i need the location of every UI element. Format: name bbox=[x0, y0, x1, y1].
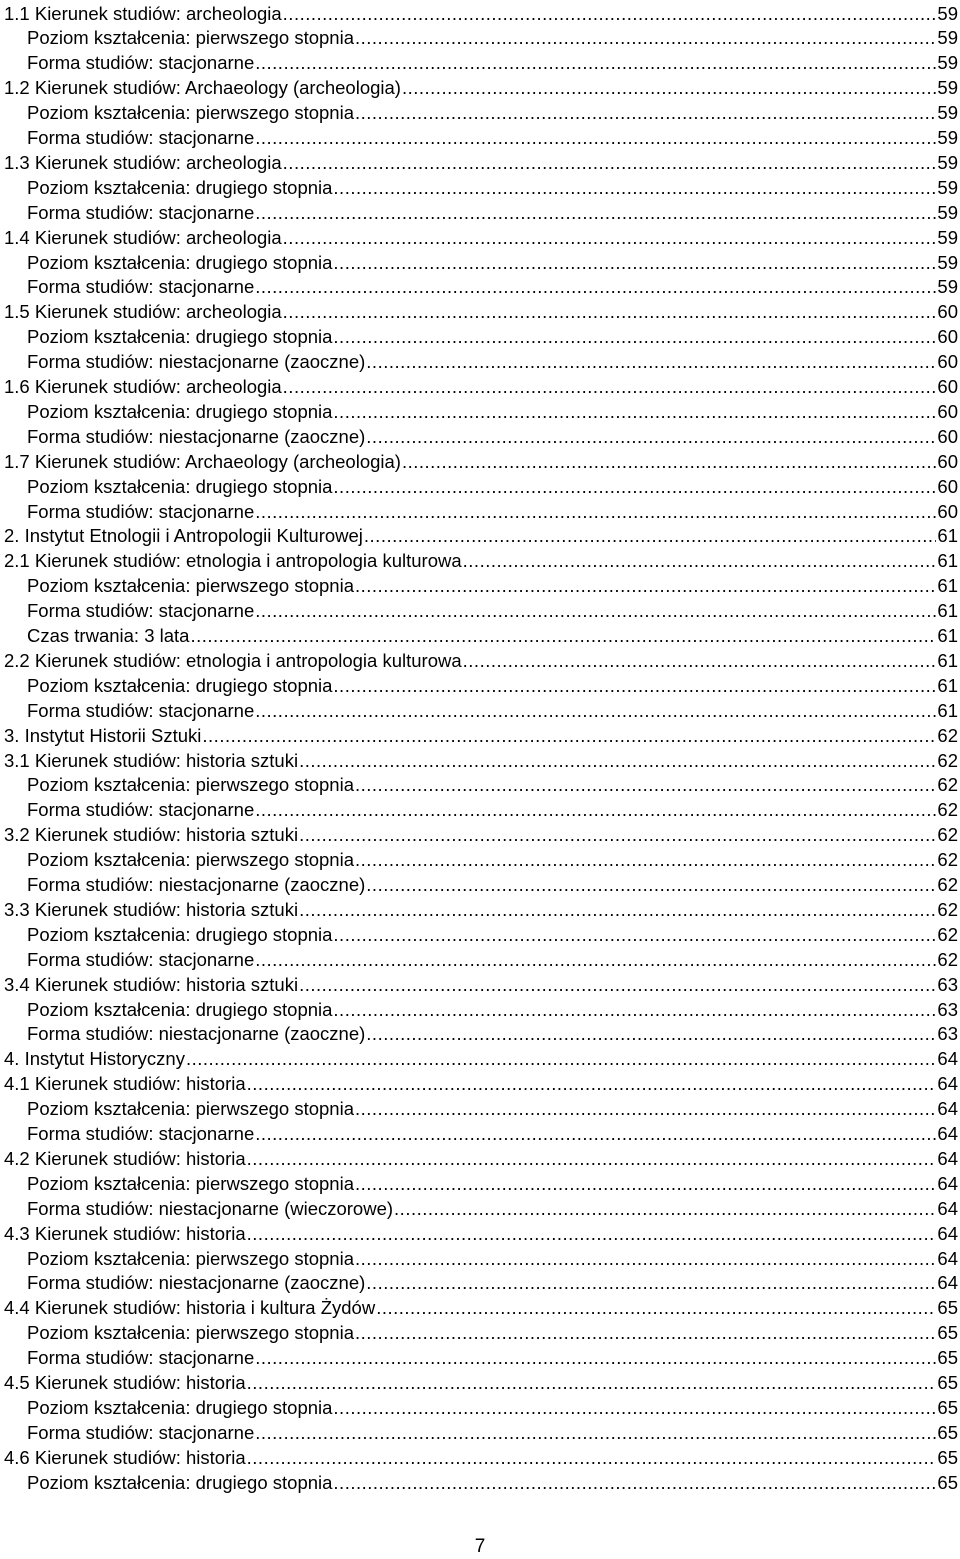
toc-dot-leader bbox=[283, 151, 937, 176]
toc-entry-label: Poziom kształcenia: drugiego stopnia bbox=[27, 475, 333, 497]
toc-subentry[interactable] bbox=[0, 1197, 960, 1222]
toc-page-number: 65 bbox=[937, 1421, 958, 1443]
toc-page-number: 59 bbox=[937, 102, 958, 124]
toc-page-number: 62 bbox=[937, 948, 958, 970]
toc-entry-label: 4.4 Kierunek studiów: historia i kultura Żydów bbox=[4, 1297, 376, 1319]
toc-page-number: 60 bbox=[937, 400, 958, 422]
toc-entry-label: Forma studiów: stacjonarne bbox=[27, 500, 255, 522]
toc-dot-leader bbox=[333, 400, 936, 425]
toc-page-number: 64 bbox=[937, 1222, 958, 1244]
toc-entry[interactable] bbox=[0, 1296, 960, 1321]
toc-dot-leader bbox=[355, 574, 936, 599]
toc-page-number: 62 bbox=[937, 898, 958, 920]
toc-entry[interactable] bbox=[0, 300, 960, 325]
toc-dot-leader bbox=[255, 201, 936, 226]
toc-entry-label: Forma studiów: stacjonarne bbox=[27, 1347, 255, 1369]
toc-subentry[interactable] bbox=[0, 51, 960, 76]
toc-entry[interactable] bbox=[0, 649, 960, 674]
toc-page-number: 62 bbox=[937, 749, 958, 771]
toc-subentry[interactable] bbox=[0, 798, 960, 823]
toc-entry-label: Poziom kształcenia: pierwszego stopnia bbox=[27, 849, 354, 871]
toc-subentry[interactable] bbox=[0, 26, 960, 51]
toc-entry[interactable] bbox=[0, 1222, 960, 1247]
toc-entry-label: Forma studiów: stacjonarne bbox=[27, 1123, 255, 1144]
toc-page-number: 61 bbox=[937, 674, 958, 696]
toc-page-number: 63 bbox=[937, 998, 958, 1020]
toc-dot-leader bbox=[355, 1172, 936, 1197]
toc-dot-leader bbox=[355, 26, 936, 51]
toc-subentry[interactable] bbox=[0, 848, 960, 873]
toc-page-number: 64 bbox=[937, 1172, 958, 1194]
toc-subentry[interactable] bbox=[0, 1346, 960, 1371]
toc-entry-label: Poziom kształcenia: pierwszego stopnia bbox=[27, 27, 354, 49]
toc-dot-leader bbox=[247, 1371, 937, 1396]
toc-entry-label: Poziom kształcenia: drugiego stopnia bbox=[27, 923, 333, 945]
toc-entry[interactable] bbox=[0, 823, 960, 848]
toc-subentry[interactable] bbox=[0, 674, 960, 699]
toc-entry-label: Poziom kształcenia: pierwszego stopnia bbox=[27, 102, 354, 124]
toc-subentry[interactable] bbox=[0, 1097, 960, 1122]
toc-subentry[interactable] bbox=[0, 1122, 960, 1147]
toc-entry-label: 3.4 Kierunek studiów: historia sztuki bbox=[4, 973, 299, 995]
toc-dot-leader bbox=[255, 699, 936, 724]
toc-subentry[interactable] bbox=[0, 574, 960, 599]
toc-dot-leader bbox=[366, 425, 936, 450]
toc-subentry[interactable] bbox=[0, 350, 960, 375]
toc-subentry[interactable] bbox=[0, 1421, 960, 1446]
toc-subentry[interactable] bbox=[0, 1471, 960, 1496]
toc-dot-leader bbox=[255, 1346, 936, 1371]
toc-entry-label: 2. Instytut Etnologii i Antropologii Kulturowej bbox=[4, 525, 363, 547]
toc-subentry[interactable] bbox=[0, 500, 960, 525]
toc-entry-label: 3. Instytut Historii Sztuki bbox=[4, 724, 202, 746]
toc-page-number: 59 bbox=[937, 52, 958, 74]
toc-subentry[interactable] bbox=[0, 948, 960, 973]
toc-entry[interactable] bbox=[0, 151, 960, 176]
toc-entry-label: 4.3 Kierunek studiów: historia bbox=[4, 1222, 246, 1244]
toc-subentry[interactable] bbox=[0, 201, 960, 226]
toc-dot-leader bbox=[333, 176, 936, 201]
toc-entry-label: Poziom kształcenia: drugiego stopnia bbox=[27, 1396, 333, 1418]
toc-page-number: 65 bbox=[937, 1372, 958, 1393]
toc-entry-label: Forma studiów: stacjonarne bbox=[27, 1421, 255, 1443]
toc-dot-leader bbox=[255, 51, 936, 76]
toc-dot-leader bbox=[299, 973, 936, 998]
toc-page-number: 65 bbox=[937, 1471, 958, 1493]
toc-entry-label: Poziom kształcenia: pierwszego stopnia bbox=[27, 1172, 354, 1194]
toc-entry[interactable] bbox=[0, 724, 960, 749]
toc-entry-label: 1.3 Kierunek studiów: archeologia bbox=[4, 151, 282, 173]
toc-page-number: 60 bbox=[937, 475, 958, 497]
toc-page-number: 64 bbox=[937, 1123, 958, 1144]
toc-dot-leader bbox=[255, 599, 936, 624]
toc-entry-label: Forma studiów: niestacjonarne (zaoczne) bbox=[27, 425, 366, 447]
toc-entry-label: 1.2 Kierunek studiów: Archaeology (archeologia) bbox=[4, 77, 401, 99]
toc-subentry[interactable] bbox=[0, 176, 960, 201]
toc-dot-leader bbox=[247, 1222, 937, 1247]
toc-entry[interactable] bbox=[0, 1072, 960, 1097]
toc-entry-label: 4.2 Kierunek studiów: historia bbox=[4, 1147, 246, 1169]
toc-page-number: 60 bbox=[937, 425, 958, 447]
toc-entry-label: Poziom kształcenia: drugiego stopnia bbox=[27, 326, 333, 348]
toc-subentry[interactable] bbox=[0, 1396, 960, 1421]
toc-entry[interactable] bbox=[0, 1047, 960, 1072]
toc-page-number: 61 bbox=[937, 699, 958, 721]
toc-dot-leader bbox=[202, 724, 936, 749]
toc-entry-label: Forma studiów: stacjonarne bbox=[27, 699, 255, 721]
toc-entry-label: Poziom kształcenia: drugiego stopnia bbox=[27, 998, 333, 1020]
toc-dot-leader bbox=[463, 649, 937, 674]
toc-dot-leader bbox=[366, 1271, 936, 1296]
toc-page-number: 65 bbox=[937, 1322, 958, 1344]
toc-entry-label: 3.3 Kierunek studiów: historia sztuki bbox=[4, 898, 299, 920]
toc-dot-leader bbox=[283, 2, 937, 27]
toc-entry-label: 2.2 Kierunek studiów: etnologia i antropologia kulturowa bbox=[4, 649, 462, 671]
toc-entry-label: Forma studiów: niestacjonarne (zaoczne) bbox=[27, 1023, 366, 1045]
toc-entry-label: Poziom kształcenia: pierwszego stopnia bbox=[27, 575, 354, 597]
toc-entry-label: Forma studiów: niestacjonarne (zaoczne) bbox=[27, 1272, 366, 1294]
toc-subentry[interactable] bbox=[0, 1022, 960, 1047]
toc-dot-leader bbox=[299, 749, 936, 774]
toc-page-number: 64 bbox=[937, 1147, 958, 1169]
toc-page-number: 59 bbox=[937, 151, 958, 173]
toc-entry-label: Forma studiów: stacjonarne bbox=[27, 127, 255, 148]
toc-page-number: 65 bbox=[937, 1446, 958, 1468]
toc-entry-label: Poziom kształcenia: drugiego stopnia bbox=[27, 674, 333, 696]
toc-entry[interactable] bbox=[0, 898, 960, 923]
toc-subentry[interactable] bbox=[0, 126, 960, 151]
toc-dot-leader bbox=[355, 1321, 936, 1346]
toc-page-number: 64 bbox=[937, 1247, 958, 1269]
toc-dot-leader bbox=[355, 1247, 936, 1272]
toc-page-number: 62 bbox=[937, 849, 958, 871]
toc-dot-leader bbox=[299, 823, 936, 848]
toc-subentry[interactable] bbox=[0, 699, 960, 724]
toc-subentry[interactable] bbox=[0, 475, 960, 500]
toc-subentry[interactable] bbox=[0, 101, 960, 126]
toc-entry-label: 4. Instytut Historyczny bbox=[4, 1048, 185, 1070]
toc-page-number: 62 bbox=[937, 774, 958, 796]
toc-page-number: 62 bbox=[937, 923, 958, 945]
toc-dot-leader bbox=[247, 1147, 937, 1172]
toc-entry-label: Forma studiów: niestacjonarne (wieczorowe) bbox=[27, 1197, 394, 1219]
toc-subentry[interactable] bbox=[0, 599, 960, 624]
toc-entry[interactable] bbox=[0, 375, 960, 400]
toc-entry-label: 2.1 Kierunek studiów: etnologia i antropologia kulturowa bbox=[4, 550, 462, 572]
toc-dot-leader bbox=[283, 375, 937, 400]
toc-entry-label: Czas trwania: 3 lata bbox=[27, 625, 190, 646]
toc-dot-leader bbox=[355, 101, 936, 126]
toc-entry-label: Forma studiów: stacjonarne bbox=[27, 52, 255, 74]
toc-entry-label: 4.5 Kierunek studiów: historia bbox=[4, 1372, 246, 1393]
toc-page-number: 59 bbox=[937, 176, 958, 198]
toc-dot-leader bbox=[283, 300, 937, 325]
toc-page-number: 59 bbox=[937, 276, 958, 298]
toc-dot-leader bbox=[366, 873, 936, 898]
toc-dot-leader bbox=[299, 898, 936, 923]
toc-entry[interactable] bbox=[0, 1446, 960, 1471]
toc-entry-label: Poziom kształcenia: pierwszego stopnia bbox=[27, 1098, 354, 1120]
toc-page-number: 60 bbox=[937, 450, 958, 472]
toc-entry-label: Poziom kształcenia: drugiego stopnia bbox=[27, 400, 333, 422]
toc-page-number: 60 bbox=[937, 500, 958, 522]
toc-page-number: 60 bbox=[937, 351, 958, 373]
toc-entry[interactable] bbox=[0, 2, 960, 27]
toc-dot-leader bbox=[402, 76, 936, 101]
toc-dot-leader bbox=[376, 1296, 936, 1321]
toc-entry-label: Poziom kształcenia: drugiego stopnia bbox=[27, 1471, 333, 1493]
toc-dot-leader bbox=[283, 226, 937, 251]
toc-page-number: 65 bbox=[937, 1297, 958, 1319]
toc-dot-leader bbox=[364, 524, 937, 549]
toc-dot-leader bbox=[333, 1471, 936, 1496]
toc-page-number: 59 bbox=[937, 226, 958, 248]
toc-entry[interactable] bbox=[0, 549, 960, 574]
toc-page-number: 62 bbox=[937, 824, 958, 846]
toc-page-number: 59 bbox=[937, 201, 958, 223]
toc-dot-leader bbox=[333, 1396, 936, 1421]
toc-subentry[interactable] bbox=[0, 1321, 960, 1346]
toc-subentry[interactable] bbox=[0, 998, 960, 1023]
toc-subentry[interactable] bbox=[0, 251, 960, 276]
toc-page-number: 65 bbox=[937, 1347, 958, 1369]
toc-entry[interactable] bbox=[0, 749, 960, 774]
toc-page-number: 63 bbox=[937, 1023, 958, 1045]
toc-page-number: 62 bbox=[937, 874, 958, 895]
toc-entry-label: 3.1 Kierunek studiów: historia sztuki bbox=[4, 749, 299, 771]
toc-dot-leader bbox=[247, 1072, 937, 1097]
toc-subentry[interactable] bbox=[0, 1247, 960, 1272]
toc-subentry[interactable] bbox=[0, 923, 960, 948]
toc-entry-label: Poziom kształcenia: pierwszego stopnia bbox=[27, 1322, 354, 1344]
toc-dot-leader bbox=[255, 1122, 936, 1147]
toc-entry-label: 4.6 Kierunek studiów: historia bbox=[4, 1446, 246, 1468]
toc-entry-label: Poziom kształcenia: pierwszego stopnia bbox=[27, 774, 354, 796]
toc-dot-leader bbox=[247, 1446, 937, 1471]
toc-entry-label: 3.2 Kierunek studiów: historia sztuki bbox=[4, 824, 299, 846]
toc-entry[interactable] bbox=[0, 226, 960, 251]
toc-entry-label: Poziom kształcenia: drugiego stopnia bbox=[27, 176, 333, 198]
toc-entry-label: Forma studiów: stacjonarne bbox=[27, 799, 255, 821]
toc-page-number: 63 bbox=[937, 973, 958, 995]
toc-page-number: 60 bbox=[937, 301, 958, 323]
toc-dot-leader bbox=[333, 674, 936, 699]
toc-entry-label: 4.1 Kierunek studiów: historia bbox=[4, 1073, 246, 1095]
toc-dot-leader bbox=[255, 948, 936, 973]
toc-page-number: 64 bbox=[937, 1272, 958, 1294]
toc-page-number: 62 bbox=[937, 724, 958, 746]
toc-dot-leader bbox=[355, 773, 936, 798]
toc-entry[interactable] bbox=[0, 76, 960, 101]
toc-entry[interactable] bbox=[0, 1147, 960, 1172]
toc-entry-label: 1.1 Kierunek studiów: archeologia bbox=[4, 2, 282, 24]
toc-entry-label: 1.6 Kierunek studiów: archeologia bbox=[4, 376, 282, 397]
toc-page-number: 61 bbox=[937, 575, 958, 597]
toc-page-number: 59 bbox=[937, 2, 958, 24]
toc-subentry[interactable] bbox=[0, 325, 960, 350]
toc-dot-leader bbox=[255, 275, 936, 300]
toc-entry[interactable] bbox=[0, 450, 960, 475]
toc-entry[interactable] bbox=[0, 1371, 960, 1396]
toc-page-number: 64 bbox=[937, 1197, 958, 1219]
toc-dot-leader bbox=[333, 251, 936, 276]
toc-subentry[interactable] bbox=[0, 1172, 960, 1197]
toc-dot-leader bbox=[366, 350, 936, 375]
toc-subentry[interactable] bbox=[0, 624, 960, 649]
toc-page-number: 61 bbox=[937, 625, 958, 646]
toc-page-number: 61 bbox=[937, 600, 958, 622]
toc-entry[interactable] bbox=[0, 973, 960, 998]
toc-dot-leader bbox=[190, 624, 936, 649]
toc-dot-leader bbox=[255, 798, 936, 823]
toc-entry-label: Forma studiów: stacjonarne bbox=[27, 201, 255, 223]
toc-entry-label: 1.4 Kierunek studiów: archeologia bbox=[4, 226, 282, 248]
toc-entry-label: Forma studiów: stacjonarne bbox=[27, 276, 255, 298]
toc-entry-label: Poziom kształcenia: drugiego stopnia bbox=[27, 251, 333, 273]
toc-page-number: 61 bbox=[937, 550, 958, 572]
toc-entry-label: Forma studiów: niestacjonarne (zaoczne) bbox=[27, 874, 366, 895]
toc-subentry[interactable] bbox=[0, 275, 960, 300]
toc-subentry[interactable] bbox=[0, 400, 960, 425]
toc-dot-leader bbox=[333, 923, 936, 948]
toc-dot-leader bbox=[463, 549, 937, 574]
toc-entry-label: Forma studiów: niestacjonarne (zaoczne) bbox=[27, 351, 366, 373]
toc-entry-label: 1.5 Kierunek studiów: archeologia bbox=[4, 301, 282, 323]
toc-page-number: 59 bbox=[937, 77, 958, 99]
toc-page-number: 65 bbox=[937, 1396, 958, 1418]
toc-page-number: 59 bbox=[937, 127, 958, 148]
toc-page-number: 64 bbox=[937, 1073, 958, 1095]
toc-page-number: 60 bbox=[937, 326, 958, 348]
toc-entry[interactable] bbox=[0, 524, 960, 549]
toc-subentry[interactable] bbox=[0, 773, 960, 798]
toc-subentry[interactable] bbox=[0, 873, 960, 898]
toc-dot-leader bbox=[333, 998, 936, 1023]
toc-page-number: 60 bbox=[937, 376, 958, 397]
toc-subentry[interactable] bbox=[0, 1271, 960, 1296]
toc-dot-leader bbox=[333, 475, 936, 500]
toc-dot-leader bbox=[186, 1047, 936, 1072]
toc-page-number: 64 bbox=[937, 1098, 958, 1120]
toc-dot-leader bbox=[255, 126, 936, 151]
toc-dot-leader bbox=[355, 1097, 936, 1122]
toc-dot-leader bbox=[355, 848, 936, 873]
toc-entry-label: Poziom kształcenia: pierwszego stopnia bbox=[27, 1247, 354, 1269]
toc-page-number: 61 bbox=[937, 649, 958, 671]
toc-page-number: 59 bbox=[937, 251, 958, 273]
toc-dot-leader bbox=[333, 325, 936, 350]
toc-entry-label: 1.7 Kierunek studiów: Archaeology (archeologia) bbox=[4, 450, 401, 472]
page-number: 7 bbox=[474, 1536, 486, 1557]
toc-dot-leader bbox=[394, 1197, 936, 1222]
toc-dot-leader bbox=[255, 500, 936, 525]
toc-page-number: 64 bbox=[937, 1048, 958, 1070]
toc-dot-leader bbox=[366, 1022, 936, 1047]
toc-page-number: 61 bbox=[937, 525, 958, 547]
toc-page-number: 62 bbox=[937, 799, 958, 821]
toc-dot-leader bbox=[255, 1421, 936, 1446]
toc-entry-label: Forma studiów: stacjonarne bbox=[27, 600, 255, 622]
toc-page-number: 59 bbox=[937, 27, 958, 49]
toc-entry-label: Forma studiów: stacjonarne bbox=[27, 948, 255, 970]
toc-dot-leader bbox=[402, 450, 936, 475]
toc-subentry[interactable] bbox=[0, 425, 960, 450]
